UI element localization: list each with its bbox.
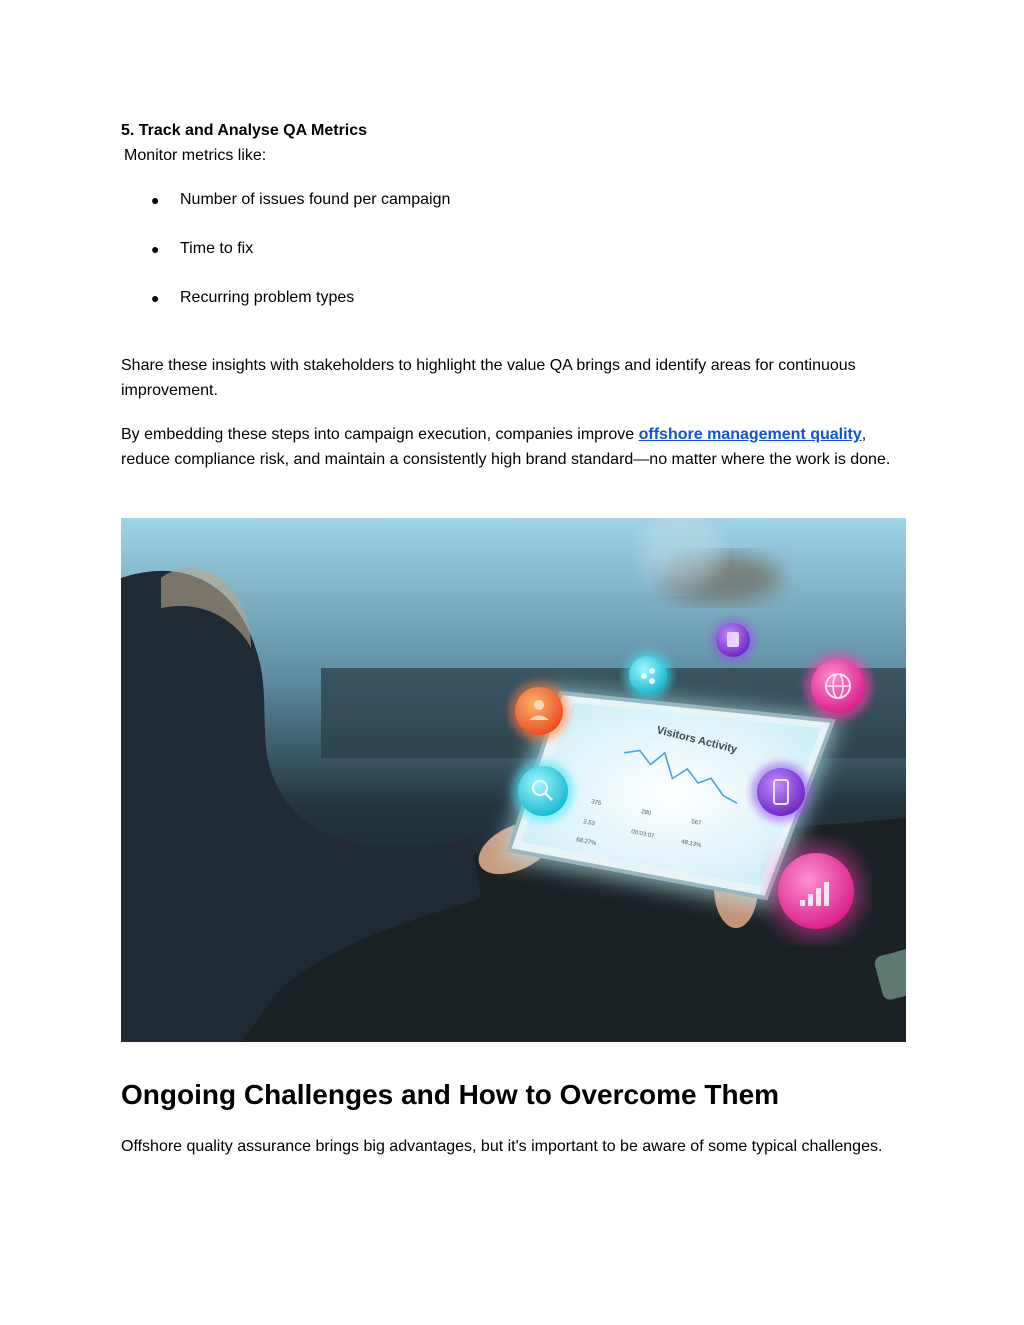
bullet-icon: ● bbox=[151, 290, 160, 306]
section-intro: Offshore quality assurance brings big advantages, but it's important to be aware of some typical challenges. bbox=[121, 1138, 883, 1155]
tablet-heading: Visitors Activity bbox=[655, 724, 739, 756]
offshore-management-quality-link[interactable]: offshore management quality bbox=[638, 426, 862, 443]
smartphone-icon bbox=[751, 762, 811, 822]
stat-value: 280 bbox=[640, 809, 652, 818]
bullet-icon: ● bbox=[151, 241, 160, 257]
section-heading: Ongoing Challenges and How to Overcome Them bbox=[121, 1079, 780, 1110]
stat-value: 68.27% bbox=[575, 837, 597, 848]
stat-value: 2.53 bbox=[582, 819, 596, 828]
photo-person-with-tablet bbox=[121, 518, 906, 1042]
bullet-icon: ● bbox=[151, 192, 160, 208]
step-heading: 5. Track and Analyse QA Metrics bbox=[121, 122, 368, 139]
stat-value: 567 bbox=[690, 819, 702, 828]
stat-value: 00:03:07 bbox=[630, 829, 655, 840]
user-icon bbox=[509, 681, 569, 741]
globe-icon bbox=[804, 652, 872, 720]
stat-value: 375 bbox=[590, 799, 602, 808]
step-intro: Monitor metrics like: bbox=[124, 147, 267, 164]
search-icon bbox=[512, 760, 574, 822]
share-icon bbox=[624, 651, 672, 699]
share-paragraph: Share these insights with stakeholders to highlight the value QA brings and identify areas for continuous improvement. bbox=[121, 357, 856, 399]
stat-value: 48.13% bbox=[680, 839, 702, 850]
clipboard-icon bbox=[711, 618, 755, 662]
signal-bars-icon bbox=[770, 845, 862, 937]
embedding-paragraph: By embedding these steps into campaign execution, companies improve offshore management quality, reduce compliance risk, and maintain a consistently high brand standard—no matter where the work is done. bbox=[121, 426, 891, 468]
